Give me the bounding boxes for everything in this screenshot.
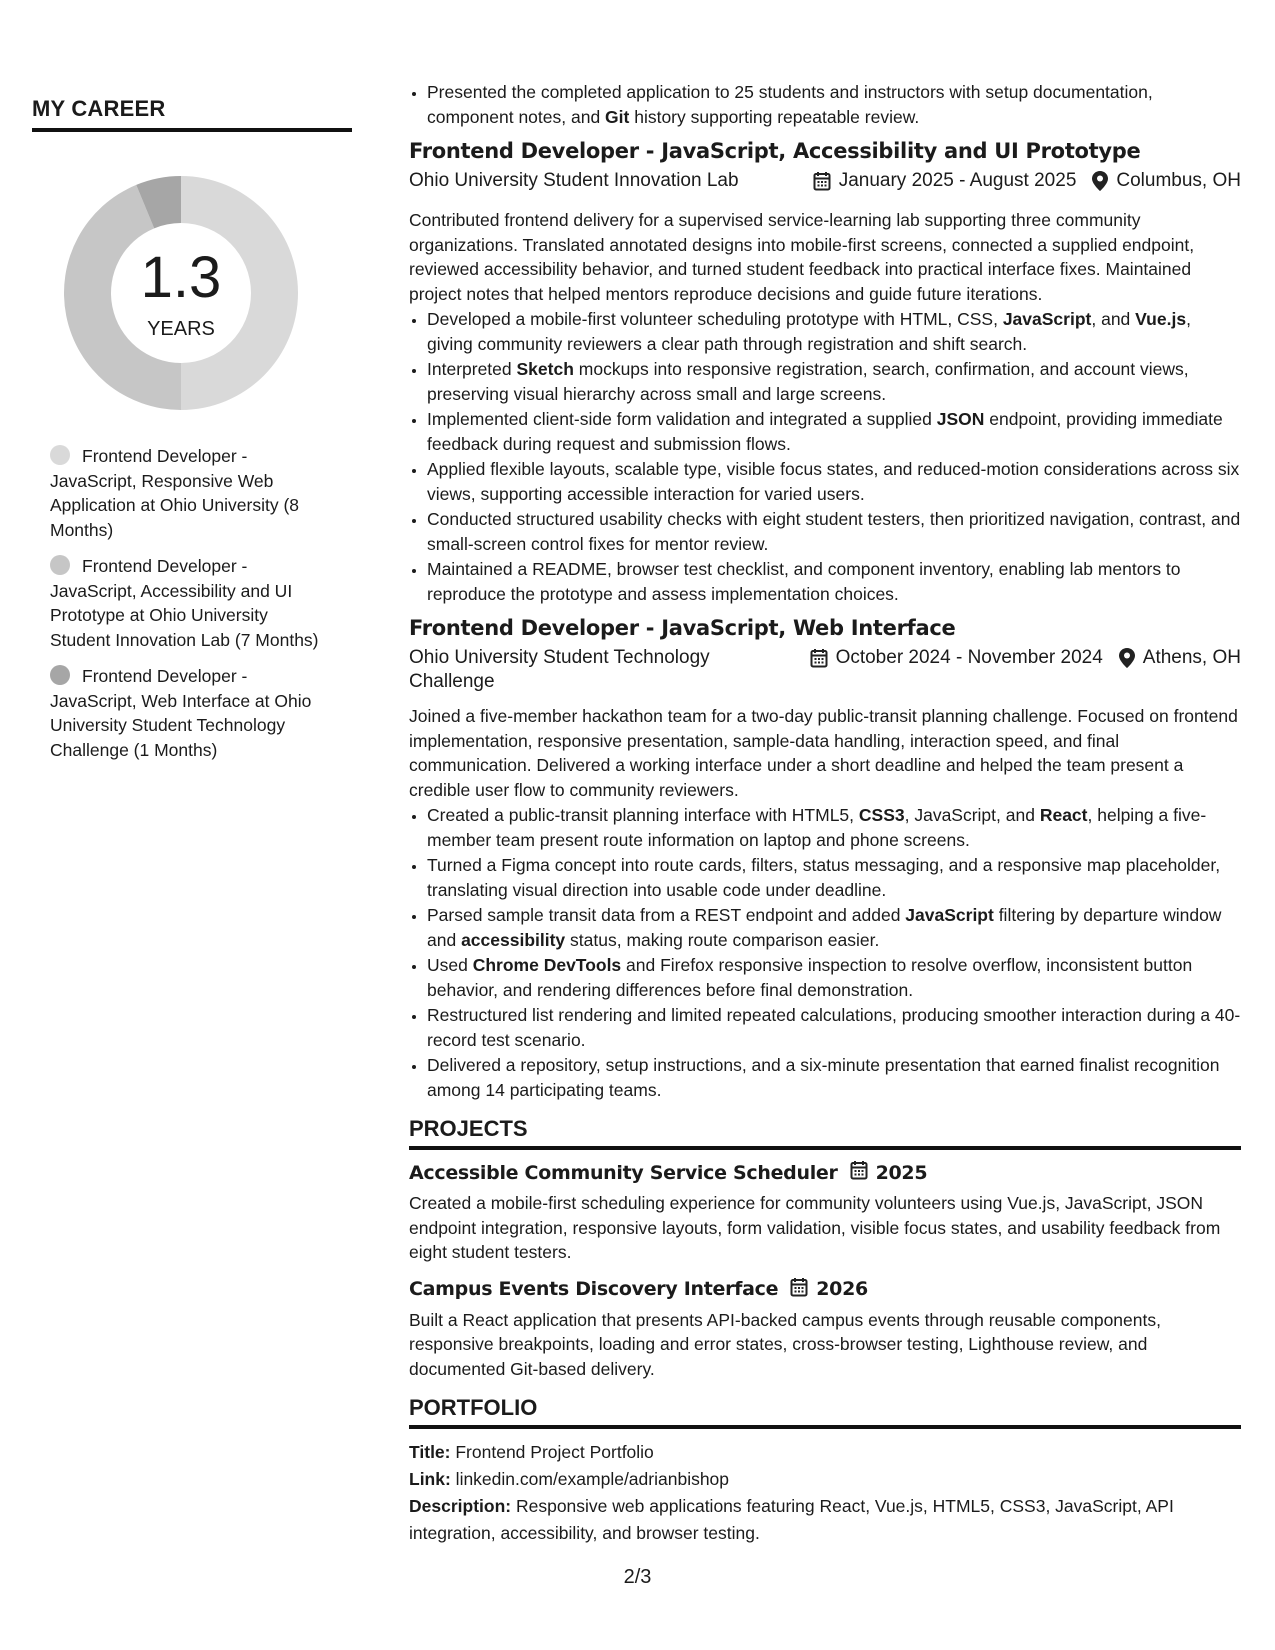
legend-item [50, 664, 330, 762]
calendar-icon [850, 1160, 868, 1185]
job-dates: October 2024 - November 2024 [835, 647, 1103, 668]
legend-dot [50, 445, 70, 465]
bullet-item: • Conducted structured usability checks with eight student testers, then prioritized navigation, contrast, and small-screen control fixes for mentor review. [427, 507, 1241, 556]
bullet-item: • Interpreted Sketch mockups into responsive registration, search, confirmation, and account views, preserving visual hierarchy across small and large screens. [427, 357, 1241, 406]
project-title-row [409, 1277, 1241, 1302]
main-content [409, 80, 1241, 1547]
experience-entry [409, 139, 1241, 606]
legend-text: Frontend Developer - JavaScript, Responsive Web Application at Ohio University (8 Months) [50, 446, 299, 540]
portfolio-description-row [409, 1493, 1241, 1547]
legend-dot [50, 665, 70, 685]
project-description: Created a mobile-first scheduling experience for community volunteers using Vue.js, JavaScript, JSON endpoint integration, responsive layouts, form validation, visible focus states, and usability feedback from eight student testers. [409, 1193, 1221, 1262]
bullet-item: • Used Chrome DevTools and Firefox responsive inspection to resolve overflow, inconsistent button behavior, and rendering differences before final demonstration. [427, 953, 1241, 1002]
job-location: Athens, OH [1142, 647, 1241, 668]
calendar-icon [790, 1277, 808, 1302]
portfolio-link-row [409, 1466, 1241, 1493]
organization: Ohio University Student Technology Challenge [409, 647, 710, 692]
portfolio-title-value: Frontend Project Portfolio [450, 1442, 654, 1462]
carryover-bullets [409, 80, 1241, 129]
portfolio-description-label: Description: [409, 1496, 512, 1516]
portfolio-title-label: Title: [409, 1442, 451, 1462]
project-entry [409, 1160, 1241, 1265]
project-entry [409, 1277, 1241, 1382]
portfolio-link-label: Link: [409, 1469, 451, 1489]
bullet-item: • Turned a Figma concept into route cards, filters, status messaging, and a responsive map placeholder, translating visual direction into usable code under deadline. [427, 853, 1241, 902]
bullet-item: • Delivered a repository, setup instructions, and a six-minute presentation that earned finalist recognition among 14 participating teams. [427, 1053, 1241, 1102]
portfolio-heading: PORTFOLIO [409, 1395, 1241, 1429]
legend-text: Frontend Developer - JavaScript, Accessibility and UI Prototype at Ohio University Student Innovation Lab (7 Months) [50, 556, 319, 650]
job-meta [409, 646, 1241, 694]
legend-item [50, 444, 330, 542]
donut-value: 1.3 [140, 245, 222, 310]
job-title: Frontend Developer - JavaScript, Accessibility and UI Prototype [409, 139, 1141, 163]
experience-entry [409, 616, 1241, 1102]
project-description: Built a React application that presents API-backed campus events through reusable components, responsive breakpoints, loading and error states, cross-browser testing, Lighthouse review, and documented Git-based delivery. [409, 1309, 1161, 1379]
bullet-item: • Applied flexible layouts, scalable type, visible focus states, and reduced-motion considerations across six views, supporting accessible interaction for varied users. [427, 457, 1241, 506]
job-bullets [409, 307, 1241, 606]
job-dates-location [810, 646, 1241, 675]
legend-text: Frontend Developer - JavaScript, Web Interface at Ohio University Student Technology Challenge (1 Months) [50, 666, 312, 760]
job-dates-location [813, 169, 1241, 198]
donut-center [56, 168, 306, 418]
map-pin-icon [1119, 648, 1135, 675]
calendar-icon [810, 648, 828, 675]
job-bullets [409, 803, 1241, 1102]
career-sidebar [32, 96, 352, 774]
bullet-item: • Presented the completed application to 25 students and instructors with setup documentation, component notes, and Git history supporting repeatable review. [427, 80, 1241, 129]
bullet-item: • Created a public-transit planning interface with HTML5, CSS3, JavaScript, and React, helping a five-member team present route information on laptop and phone screens. [427, 803, 1241, 852]
job-title: Frontend Developer - JavaScript, Web Interface [409, 616, 956, 640]
legend-dot [50, 555, 70, 575]
job-meta [409, 169, 1241, 198]
career-legend [50, 444, 330, 762]
map-pin-icon [1092, 171, 1108, 198]
calendar-icon [813, 171, 831, 198]
project-title: Accessible Community Service Scheduler [409, 1161, 838, 1184]
bullet-item: • Developed a mobile-first volunteer scheduling prototype with HTML, CSS, JavaScript, and Vue.js, giving community reviewers a clear path through registration and shift search. [427, 307, 1241, 356]
job-summary: Contributed frontend delivery for a supervised service-learning lab supporting three community organizations. Translated annotated designs into mobile-first screens, connected a supplied endpoint, reviewed accessibility behavior, and turned student feedback into practical interface fixes. Maintained project notes that helped mentors reproduce decisions and guide future iterations. [409, 210, 1195, 304]
projects-heading: PROJECTS [409, 1116, 1241, 1150]
career-heading: MY CAREER [32, 96, 352, 132]
project-title-row [409, 1160, 1241, 1185]
portfolio-link[interactable]: linkedin.com/example/adrianbishop [450, 1469, 730, 1489]
organization: Ohio University Student Innovation Lab [409, 170, 739, 191]
job-location: Columbus, OH [1116, 170, 1241, 191]
page-number: 2/3 [623, 1566, 652, 1588]
bullet-item: • Restructured list rendering and limited repeated calculations, producing smoother interaction during a 40-record test scenario. [427, 1003, 1241, 1052]
donut-unit: YEARS [147, 318, 215, 340]
project-title: Campus Events Discovery Interface [409, 1278, 779, 1300]
bullet-item: • Implemented client-side form validation and integrated a supplied JSON endpoint, providing immediate feedback during request and submission flows. [427, 407, 1241, 456]
project-year: 2025 [875, 1161, 928, 1184]
bullet-item: • Parsed sample transit data from a REST endpoint and added JavaScript filtering by departure window and accessibility status, making route comparison easier. [427, 903, 1241, 952]
legend-item [50, 554, 330, 652]
portfolio-title-row [409, 1439, 1241, 1466]
bullet-item: • Maintained a README, browser test checklist, and component inventory, enabling lab mentors to reproduce the prototype and assess implementation choices. [427, 557, 1241, 606]
career-donut-chart [56, 168, 306, 418]
portfolio-description-value: Responsive web applications featuring React, Vue.js, HTML5, CSS3, JavaScript, API integration, accessibility, and browser testing. [409, 1496, 1174, 1543]
job-dates: January 2025 - August 2025 [838, 170, 1077, 191]
project-year: 2026 [816, 1278, 868, 1300]
job-summary: Joined a five-member hackathon team for a two-day public-transit planning challenge. Focused on frontend implementation, responsive presentation, sample-data handling, interaction speed, and final communication. Delivered a working interface under a short deadline and helped the team present a credible user flow to community reviewers. [409, 706, 1238, 800]
